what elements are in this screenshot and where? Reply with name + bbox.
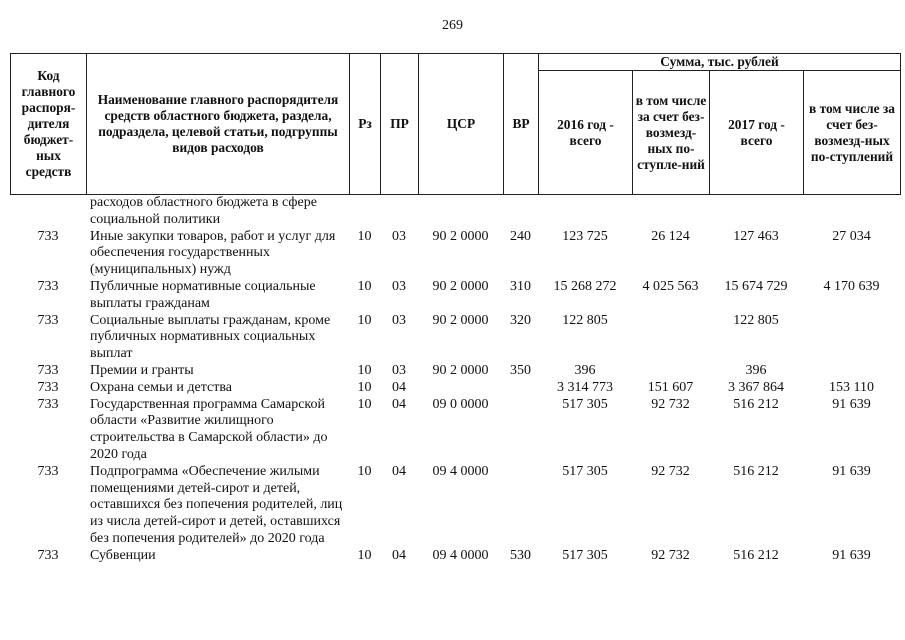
row-code: 733 — [37, 278, 59, 294]
row-free-2016: 92 732 — [651, 547, 690, 563]
row-free-2016: 92 732 — [651, 463, 690, 479]
row-rz: 10 — [357, 547, 372, 563]
row-sum-2017: 3 367 864 — [728, 379, 784, 395]
row-rz: 10 — [357, 396, 372, 412]
row-vr: 350 — [510, 362, 531, 378]
row-vr: 310 — [510, 278, 531, 294]
row-free-2016: 4 025 563 — [642, 278, 699, 294]
row-pr: 04 — [392, 396, 406, 412]
table-row — [10, 464, 900, 548]
row-vr — [503, 464, 538, 548]
row-free-2017 — [803, 313, 900, 363]
row-vr — [503, 397, 538, 464]
row-csr — [418, 195, 503, 229]
row-name: Иные закупки товаров, работ и услуг для обеспечения государственных (муниципальных) нужд — [90, 228, 336, 278]
row-free-2016: 26 124 — [651, 228, 690, 244]
row-sum-2017: 122 805 — [733, 312, 779, 328]
row-vr — [503, 380, 538, 397]
row-pr: 04 — [392, 463, 406, 479]
row-rz: 10 — [357, 362, 372, 378]
row-pr: 03 — [392, 228, 406, 244]
header-2016-free: в том числе за счет без-возмезд-ных по-ступле-ний — [633, 71, 710, 195]
row-code: 733 — [37, 547, 59, 563]
header-csr: ЦСР — [419, 54, 504, 195]
row-sum-2016 — [538, 195, 632, 229]
row-csr: 90 2 0000 — [432, 312, 489, 328]
row-csr: 09 4 0000 — [432, 547, 489, 563]
table-row — [10, 313, 900, 363]
row-free-2017: 4 170 639 — [823, 278, 880, 294]
row-sum-2016: 3 314 773 — [557, 379, 613, 395]
row-free-2016 — [632, 195, 709, 229]
row-vr — [503, 195, 538, 229]
header-name: Наименование главного распорядителя средств областного бюджета, раздела, подраздела, целевой статьи, подгруппы видов расходов — [87, 54, 350, 195]
row-code: 733 — [37, 228, 59, 244]
table-row — [10, 279, 900, 313]
header-vr: ВР — [504, 54, 539, 195]
row-code: 733 — [37, 463, 59, 479]
row-pr: 03 — [392, 362, 406, 378]
row-vr: 240 — [510, 228, 531, 244]
row-sum-2017: 516 212 — [733, 463, 779, 479]
header-2016-total: 2016 год - всего — [539, 71, 633, 195]
row-free-2017: 91 639 — [832, 463, 871, 479]
row-rz: 10 — [357, 379, 372, 395]
row-pr: 04 — [392, 379, 406, 395]
row-vr: 320 — [510, 312, 531, 328]
row-name: расходов областного бюджета в сфере социальной политики — [90, 195, 317, 227]
row-csr: 09 0 0000 — [432, 396, 489, 412]
budget-table — [10, 195, 900, 565]
row-free-2016 — [632, 363, 709, 380]
row-rz: 10 — [357, 312, 372, 328]
row-rz — [349, 195, 380, 229]
page-number: 269 — [442, 18, 463, 33]
row-csr — [418, 380, 503, 397]
row-pr — [380, 195, 418, 229]
row-code: 733 — [37, 312, 59, 328]
header-rz: Рз — [350, 54, 381, 195]
table-row — [10, 548, 900, 565]
row-name: Премии и гранты — [90, 362, 194, 378]
row-name: Субвенции — [90, 547, 156, 563]
row-name: Охрана семьи и детства — [90, 379, 232, 395]
header-2017-total: 2017 год - всего — [710, 71, 804, 195]
header-2017-free: в том числе за счет без-возмезд-ных по-ступлений — [804, 71, 901, 195]
header-code: Код главного распоря-дителя бюджет-ных средств — [11, 54, 87, 195]
row-sum-2016: 517 305 — [562, 396, 608, 412]
row-code: 733 — [37, 362, 59, 378]
row-sum-2017: 516 212 — [733, 547, 779, 563]
table-row — [10, 363, 900, 380]
row-name: Подпрограмма «Обеспечение жилыми помещениями детей-сирот и детей, оставшихся без попечения родителей, лиц из числа детей-сирот и детей, оставшихся без попечения родителей» до 2020 года — [90, 463, 343, 546]
row-free-2016: 151 607 — [647, 379, 694, 395]
row-sum-2016: 15 268 272 — [553, 278, 617, 294]
header-sum-group: Сумма, тыс. рублей — [539, 54, 901, 71]
row-csr: 90 2 0000 — [432, 362, 489, 378]
row-vr: 530 — [510, 547, 531, 563]
row-csr: 09 4 0000 — [432, 463, 489, 479]
row-sum-2016: 517 305 — [562, 463, 608, 479]
row-sum-2016: 122 805 — [562, 312, 608, 328]
table-header — [10, 53, 901, 195]
row-sum-2016: 396 — [574, 362, 596, 378]
row-sum-2017: 396 — [745, 362, 767, 378]
row-rz: 10 — [357, 228, 372, 244]
header-pr: ПР — [381, 54, 419, 195]
row-sum-2016: 123 725 — [562, 228, 608, 244]
row-pr: 03 — [392, 312, 406, 328]
table-row — [10, 195, 900, 229]
row-rz: 10 — [357, 278, 372, 294]
row-name: Публичные нормативные социальные выплаты гражданам — [90, 278, 316, 311]
row-csr: 90 2 0000 — [432, 228, 489, 244]
row-csr: 90 2 0000 — [432, 278, 489, 294]
row-rz: 10 — [357, 463, 372, 479]
row-code: 733 — [37, 379, 59, 395]
row-code — [10, 195, 86, 229]
row-free-2017 — [803, 363, 900, 380]
row-sum-2017: 516 212 — [733, 396, 779, 412]
row-free-2016 — [632, 313, 709, 363]
row-sum-2017: 15 674 729 — [724, 278, 788, 294]
row-free-2017 — [803, 195, 900, 229]
row-name: Государственная программа Самарской области «Развитие жилищного строительства в Самарской области» до 2020 года — [90, 396, 328, 462]
row-free-2017: 27 034 — [832, 228, 871, 244]
row-free-2017: 153 110 — [829, 379, 874, 395]
row-free-2016: 92 732 — [651, 396, 690, 412]
row-free-2017: 91 639 — [832, 396, 871, 412]
row-name: Социальные выплаты гражданам, кроме публичных нормативных социальных выплат — [90, 312, 331, 362]
table-row — [10, 229, 900, 279]
table-row — [10, 380, 900, 397]
row-sum-2016: 517 305 — [562, 547, 608, 563]
row-pr: 04 — [392, 547, 406, 563]
row-sum-2017 — [709, 195, 803, 229]
row-pr: 03 — [392, 278, 406, 294]
row-code: 733 — [37, 396, 59, 412]
table-row — [10, 397, 900, 464]
row-sum-2017: 127 463 — [733, 228, 779, 244]
row-free-2017: 91 639 — [832, 547, 871, 563]
